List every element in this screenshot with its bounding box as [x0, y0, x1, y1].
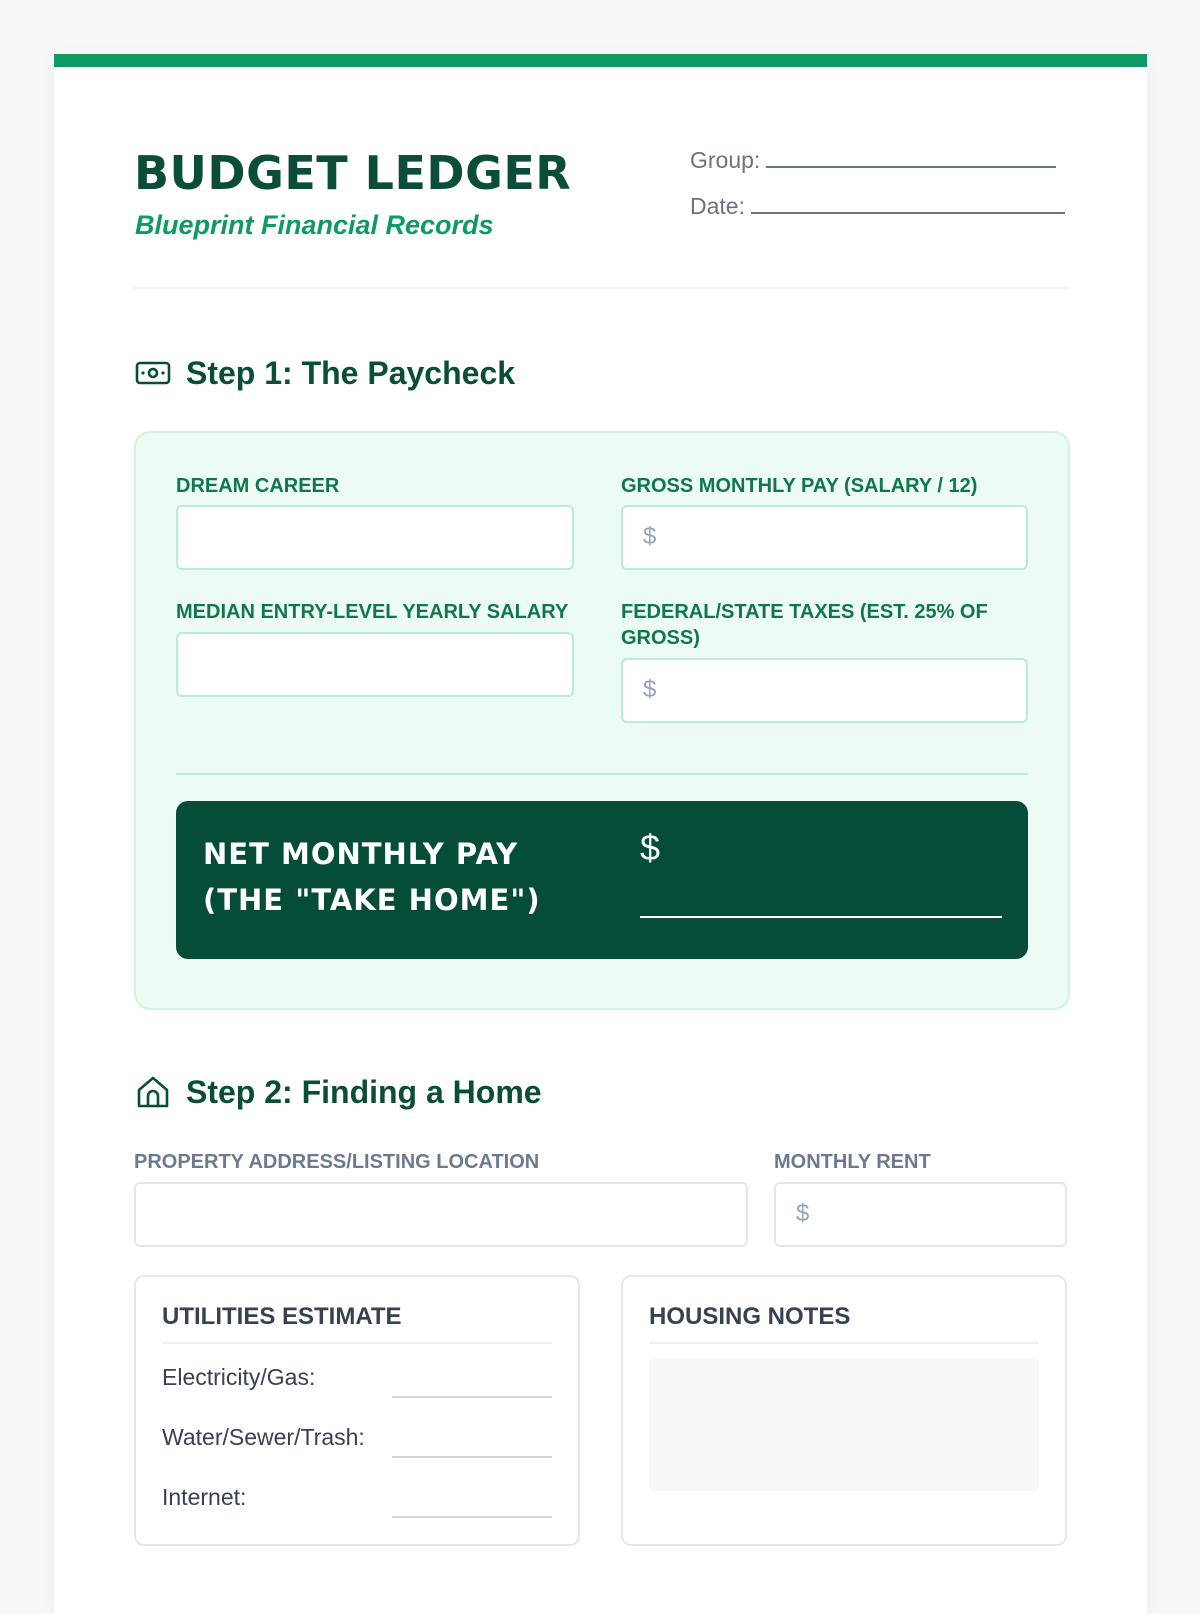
header-divider [134, 287, 1068, 289]
page-title: BUDGET LEDGER [134, 146, 572, 200]
median-salary-label: MEDIAN ENTRY-LEVEL YEARLY SALARY [176, 601, 569, 623]
taxes-input[interactable] [621, 658, 1028, 723]
net-pay-line[interactable] [640, 916, 1002, 918]
date-label: Date: [690, 193, 745, 219]
group-label: Group: [690, 147, 761, 173]
address-input[interactable] [134, 1182, 748, 1247]
median-salary-input[interactable] [176, 632, 574, 697]
step1-title: Step 1: The Paycheck [186, 354, 516, 391]
date-line[interactable] [751, 194, 1065, 214]
house-icon [134, 1073, 172, 1111]
step1-heading [134, 354, 515, 392]
accent-bar [54, 54, 1147, 67]
page-subtitle: Blueprint Financial Records [135, 210, 494, 240]
date-field[interactable] [690, 193, 1065, 220]
net-pay-label: NET MONTHLY PAY (THE "TAKE HOME") [203, 837, 541, 917]
money-bill-icon [134, 354, 172, 392]
utilities-card [134, 1275, 580, 1546]
utility-water-label: Water/Sewer/Trash: [162, 1424, 365, 1450]
currency-symbol: $ [643, 523, 657, 550]
utility-water-line[interactable] [392, 1456, 552, 1458]
address-label: PROPERTY ADDRESS/LISTING LOCATION [134, 1151, 540, 1173]
panel-divider [176, 773, 1028, 775]
step2-title: Step 2: Finding a Home [186, 1073, 542, 1110]
dream-career-label: DREAM CAREER [176, 475, 340, 497]
housing-notes-title: HOUSING NOTES [649, 1303, 851, 1330]
housing-notes-area[interactable] [649, 1359, 1039, 1491]
utility-internet-line[interactable] [392, 1516, 552, 1518]
utility-electricity-label: Electricity/Gas: [162, 1364, 316, 1390]
group-field[interactable] [690, 147, 1056, 174]
housing-notes-card [621, 1275, 1067, 1546]
currency-symbol: $ [643, 676, 657, 703]
utility-internet-label: Internet: [162, 1484, 247, 1510]
utility-electricity-line[interactable] [392, 1396, 552, 1398]
utilities-rule [162, 1342, 552, 1344]
currency-symbol: $ [796, 1200, 810, 1227]
step2-heading [134, 1073, 542, 1111]
paycheck-panel [134, 431, 1070, 1010]
rent-input[interactable] [774, 1182, 1067, 1247]
gross-monthly-label: GROSS MONTHLY PAY (SALARY / 12) [621, 475, 978, 497]
net-pay-box [176, 801, 1028, 959]
housing-notes-rule [649, 1342, 1039, 1344]
utilities-title: UTILITIES ESTIMATE [162, 1303, 402, 1330]
worksheet-page [54, 54, 1147, 1614]
gross-monthly-input[interactable] [621, 505, 1028, 570]
dream-career-input[interactable] [176, 505, 574, 570]
taxes-label: FEDERAL/STATE TAXES (EST. 25% OF GROSS) [621, 601, 988, 649]
rent-label: MONTHLY RENT [774, 1151, 931, 1173]
group-line[interactable] [766, 148, 1056, 168]
net-pay-currency: $ [640, 827, 661, 868]
